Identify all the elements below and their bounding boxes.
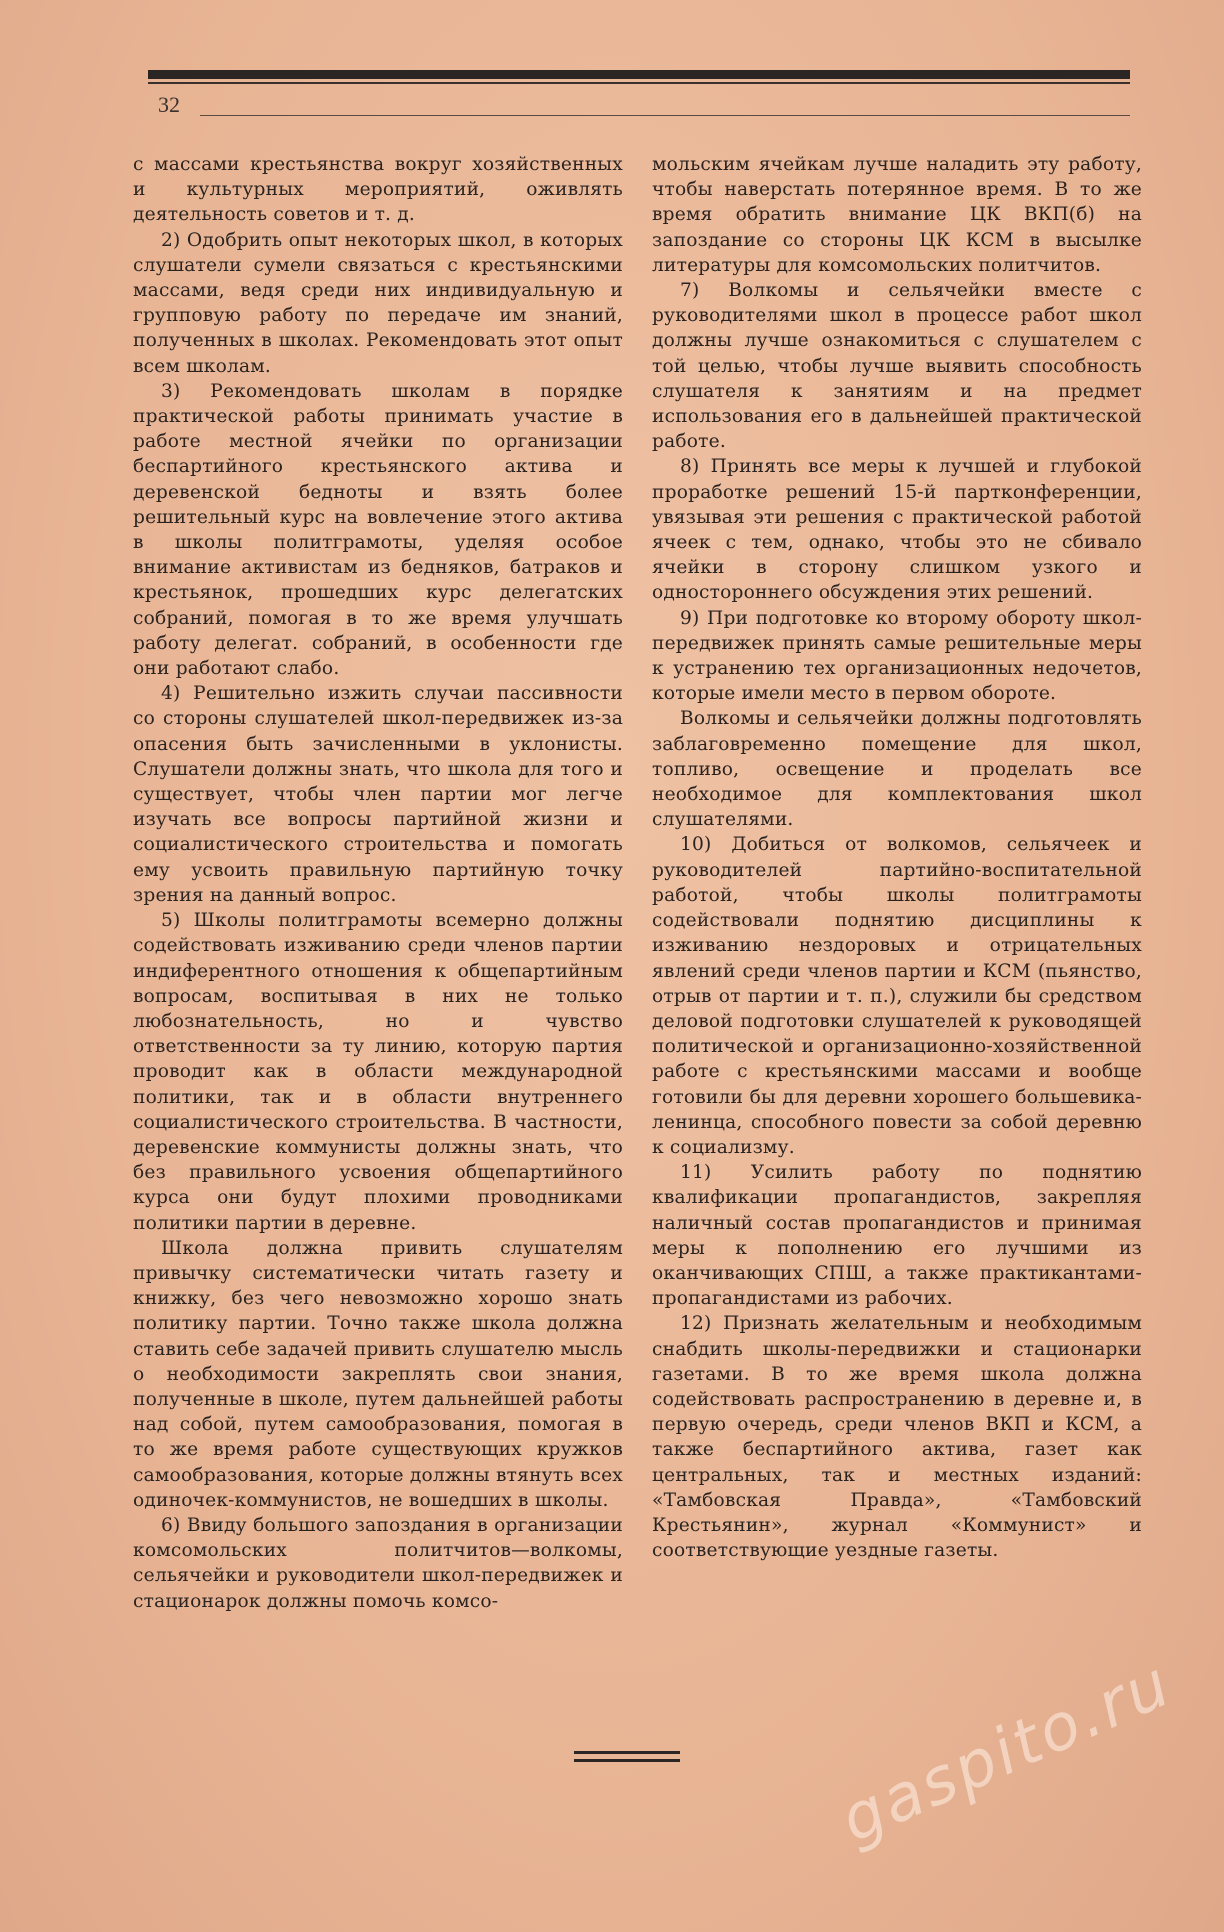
paragraph: 6) Ввиду большого запоздания в организации комсомольских политчитов—волкомы, сельячейки и руководители школ-передвижек и стационарок должны помочь комсо-	[133, 1514, 623, 1612]
paragraph: 5) Школы политграмоты всемерно должны содействовать изживанию среди членов партии индиферентного отношения к общепартийным вопросам, воспитывая в них не только любознательность, но и чувство ответственности за ту линию, которую партия проводит как в области международной политики, так и в области внутреннего социалистического строительства. В частности, деревенские коммунисты должны знать, что без правильного усвоения общепартийного курса они будут плохими проводниками политики партии в деревне.	[133, 910, 623, 1234]
paragraph: Школа должна привить слушателям привычку систематически читать газету и книжку, без чего невозможно хорошо знать политику партии. Точно также школа должна ставить себе задачей привить слушателю мысль о необходимости закреплять свои знания, полученные в школе, путем дальнейшей работы над собой, путем самообразования, помогая в то же время работе существующих кружков самообразования, которые должны втянуть всех одиночек-коммунистов, не вошедших в школы.	[133, 1237, 623, 1511]
right-column	[652, 152, 1142, 1563]
paragraph: с массами крестьянства вокруг хозяйственных и культурных мероприятий, оживлять деятельность советов и т. д.	[133, 154, 623, 226]
end-rule-line	[574, 1759, 680, 1762]
top-rule	[148, 70, 1130, 79]
end-rule	[574, 1751, 680, 1767]
paragraph: 7) Волкомы и сельячейки вместе с руководителями школ в процессе работ школ должны лучше ознакомиться с слушателем с той целью, чтобы лучше выявить способность слушателя к занятиям и на предмет использования его в дальнейшей практической работе.	[652, 280, 1142, 453]
paragraph: 12) Признать желательным и необходимым снабдить школы-передвижки и стационарки газетами. В то же время школа должна содействовать распространению в деревне и, в первую очередь, среди членов ВКП и КСМ, а также беспартийного актива, газет как центральных, так и местных изданий: «Тамбовская Правда», «Тамбовский Крестьянин», журнал «Коммунист» и соответствующие уездные газеты.	[652, 1313, 1142, 1562]
paragraph: 10) Добиться от волкомов, сельячеек и руководителей партийно-воспитательной работой, чтобы школы политграмоты содействовали поднятию дисциплины к изживанию нездоровых и отрицательных явлений среди членов партии и КСМ (пьянство, отрыв от партии и т. п.), служили бы средством деловой подготовки слушателей к руководящей политической и организационно-хозяйственной работе с крестьянскими массами и вообще готовили бы для деревни хорошего большевика-ленинца, способного повести за собой деревню к социализму.	[652, 834, 1142, 1158]
watermark: gaspito.ru	[830, 1646, 1183, 1858]
page-number: 32	[158, 92, 180, 117]
paragraph: 2) Одобрить опыт некоторых школ, в которых слушатели сумели связаться с крестьянскими массами, ведя среди них индивидуальную и групповую работу по передаче им знаний, полученных в школах. Рекомендовать этот опыт всем школам.	[133, 229, 623, 377]
paragraph: 8) Принять все меры к лучшей и глубокой проработке решений 15-й партконференции, увязывая эти решения с практической работой ячеек с тем, однако, чтобы это не сбивало ячейки в сторону слишком узкого и одностороннего обсуждения этих решений.	[652, 456, 1142, 604]
top-rule-thin	[148, 82, 1130, 84]
header-line	[200, 115, 1130, 116]
paragraph: 11) Усилить работу по поднятию квалификации пропагандистов, закрепляя наличный состав пропагандистов и принимая меры к пополнению его лучшими из оканчивающих СПШ, а также практикантами-пропагандистами из рабочих.	[652, 1162, 1142, 1310]
paragraph: 3) Рекомендовать школам в порядке практической работы принимать участие в работе местной ячейки по организации беспартийного крестьянского актива и деревенской бедноты и взять более решительный курс на вовлечение этого актива в школы политграмоты, уделяя особое внимание активистам из бедняков, батраков и крестьянок, прошедших курс делегатских собраний, помогая в то же время улучшать работу делегат. собраний, в особенности где они работают слабо.	[133, 380, 623, 680]
left-column	[133, 152, 623, 1614]
paragraph: 9) При подготовке ко второму обороту школ-передвижек принять самые решительные меры к устранению тех организационных недочетов, которые имели место в первом обороте.	[652, 607, 1142, 705]
paragraph: 4) Решительно изжить случаи пассивности со стороны слушателей школ-передвижек из-за опасения быть зачисленными в уклонисты. Слушатели должны знать, что школа для того и существует, чтобы член партии мог легче изучать все вопросы партийной жизни и социалистического строительства и помогать ему усвоить правильную партийную точку зрения на данный вопрос.	[133, 683, 623, 906]
end-rule-line	[574, 1751, 680, 1754]
paragraph: мольским ячейкам лучше наладить эту работу, чтобы наверстать потерянное время. В то же время обратить внимание ЦК ВКП(б) на запоздание со стороны ЦК КСМ в высылке литературы для комсомольских политчитов.	[652, 154, 1142, 276]
paragraph: Волкомы и сельячейки должны подготовлять заблаговременно помещение для школ, топливо, освещение и проделать все необходимое для комплектования школ слушателями.	[652, 708, 1142, 831]
